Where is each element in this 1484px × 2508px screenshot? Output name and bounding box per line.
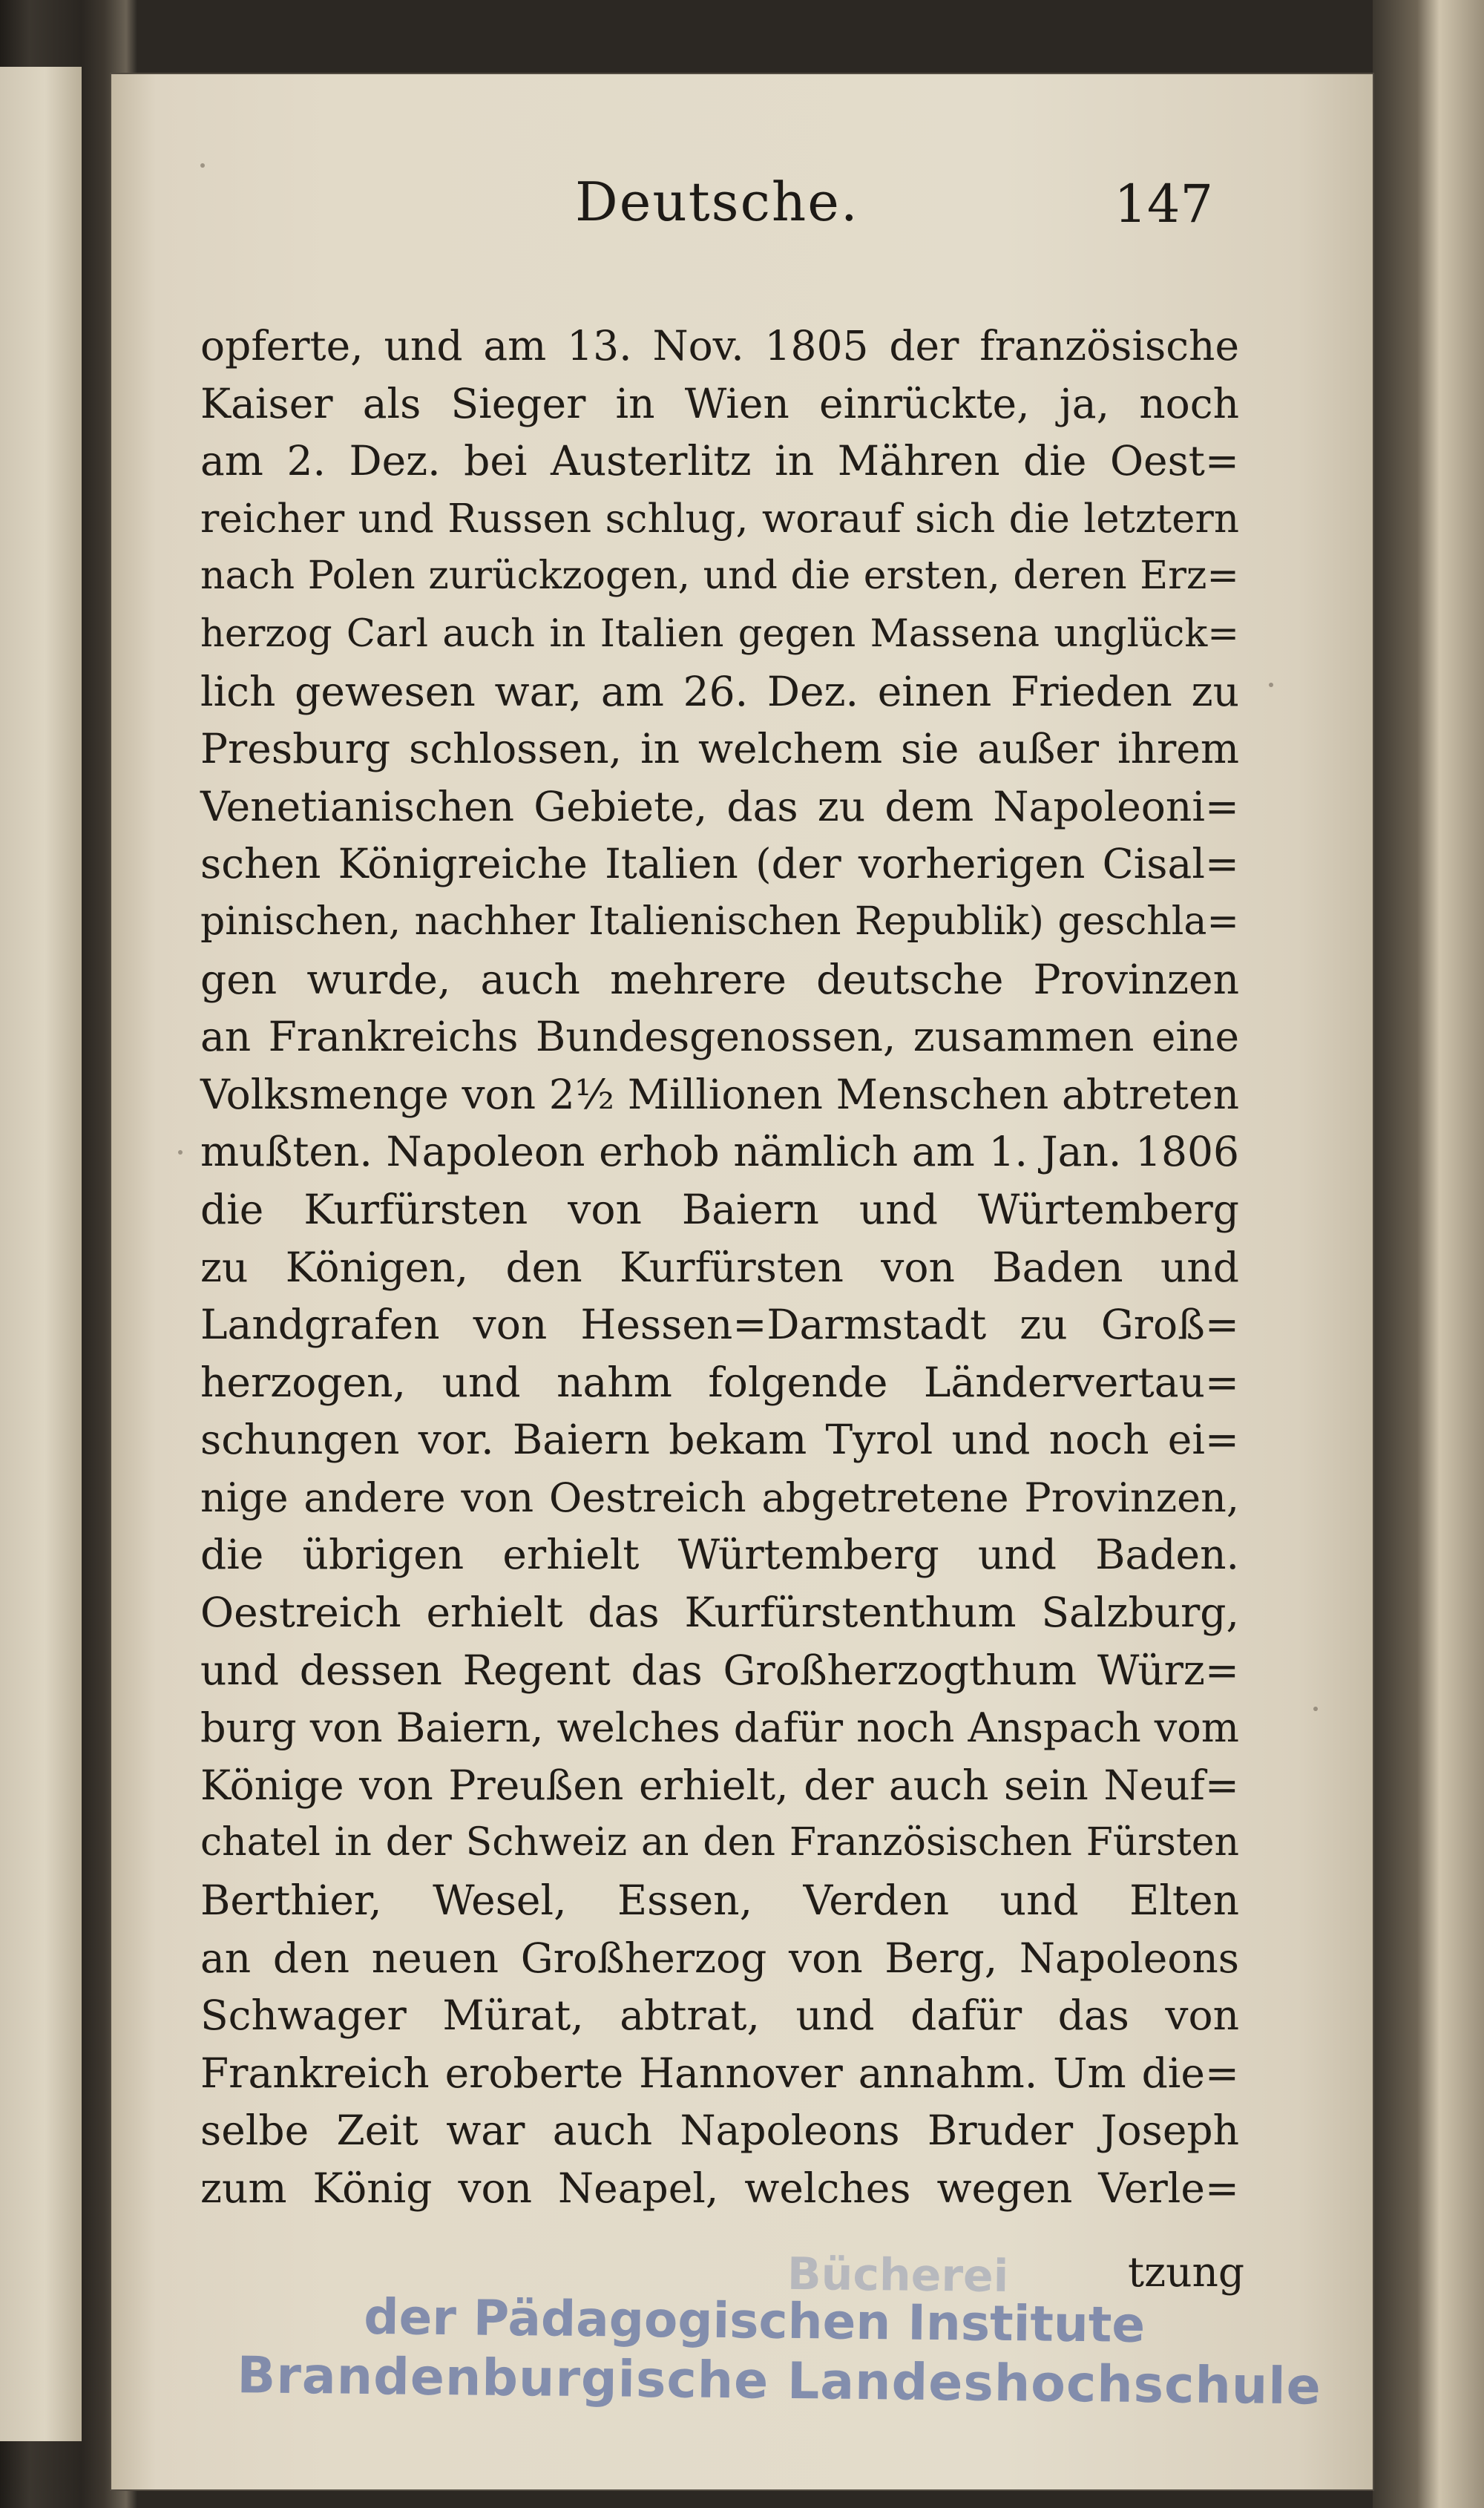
text-line: chatel in der Schweiz an den Französischen Fürsten: [200, 1820, 1239, 1865]
text-line: am 2. Dez. bei Austerlitz in Mähren die Oest=: [200, 437, 1239, 485]
body-text: [200, 318, 1239, 2218]
text-line: burg von Baiern, welches dafür noch Anspach vom: [200, 1704, 1239, 1752]
text-line: die Kurfürsten von Baiern und Würtemberg: [200, 1185, 1239, 1233]
text-line: nach Polen zurückzogen, und die ersten, deren Erz=: [200, 554, 1239, 599]
text-line: opferte, und am 13. Nov. 1805 der französische: [200, 322, 1239, 370]
text-line: Berthier, Wesel, Essen, Verden und Elten: [200, 1877, 1239, 1925]
text-line: Venetianischen Gebiete, das zu dem Napoleoni=: [200, 782, 1239, 830]
paper-speck: [1313, 1707, 1318, 1711]
stamp-line-2: der Pädagogischen Institute: [363, 2288, 1146, 2354]
previous-page-edge: [0, 67, 82, 2441]
text-line: schungen vor. Baiern bekam Tyrol und noch ei=: [200, 1416, 1239, 1464]
page-number: 147: [1114, 174, 1213, 234]
text-line: Schwager Mürat, abtrat, und dafür das von: [200, 1992, 1239, 2040]
text-line: nige andere von Oestreich abgetretene Provinzen,: [200, 1474, 1239, 1521]
text-line: Landgrafen von Hessen=Darmstadt zu Groß=: [200, 1301, 1239, 1349]
text-line: an den neuen Großherzog von Berg, Napoleons: [200, 1934, 1239, 1982]
text-line: Presburg schlossen, in welchem sie außer ihrem: [200, 725, 1239, 773]
text-line: schen Königreiche Italien (der vorherigen Cisal=: [200, 840, 1239, 888]
page-stack-edge: [1373, 0, 1484, 2508]
text-line: selbe Zeit war auch Napoleons Bruder Joseph: [200, 2107, 1239, 2155]
text-line: Könige von Preußen erhielt, der auch sein Neuf=: [200, 1761, 1239, 1809]
stamp-line-1: Bücherei: [787, 2248, 1009, 2303]
page-header: [115, 126, 1213, 237]
paper-speck: [1269, 683, 1273, 687]
text-line: Oestreich erhielt das Kurfürstenthum Salzburg,: [200, 1589, 1239, 1637]
text-line: die übrigen erhielt Würtemberg und Baden.: [200, 1531, 1239, 1579]
text-line: Volksmenge von 2½ Millionen Menschen abtreten: [200, 1070, 1239, 1118]
text-line: herzogen, und nahm folgende Ländervertau=: [200, 1358, 1239, 1406]
running-head: Deutsche.: [575, 171, 859, 233]
text-line: an Frankreichs Bundesgenossen, zusammen eine: [200, 1013, 1239, 1061]
text-line: lich gewesen war, am 26. Dez. einen Frieden zu: [200, 667, 1239, 715]
text-line: zum König von Neapel, welches wegen Verle=: [200, 2164, 1239, 2212]
text-line: pinischen, nachher Italienischen Republik) geschla=: [200, 899, 1239, 944]
text-line: und dessen Regent das Großherzogthum Würz=: [200, 1646, 1239, 1694]
text-line: reicher und Russen schlug, worauf sich die letztern: [200, 496, 1239, 542]
text-line: Frankreich eroberte Hannover annahm. Um die=: [200, 2049, 1239, 2097]
text-line: mußten. Napoleon erhob nämlich am 1. Jan. 1806: [200, 1128, 1239, 1176]
paper-speck: [178, 1150, 183, 1155]
stamp-line-3: Brandenburgische Landeshochschule: [237, 2346, 1322, 2417]
text-line: herzog Carl auch in Italien gegen Massena unglück=: [200, 611, 1239, 656]
text-line: zu Königen, den Kurfürsten von Baden und: [200, 1243, 1239, 1291]
library-stamp: [237, 2250, 1351, 2440]
catchword: tzung: [1128, 2248, 1245, 2296]
text-line: gen wurde, auch mehrere deutsche Provinzen: [200, 955, 1239, 1003]
text-line: Kaiser als Sieger in Wien einrückte, ja, noch: [200, 379, 1239, 427]
